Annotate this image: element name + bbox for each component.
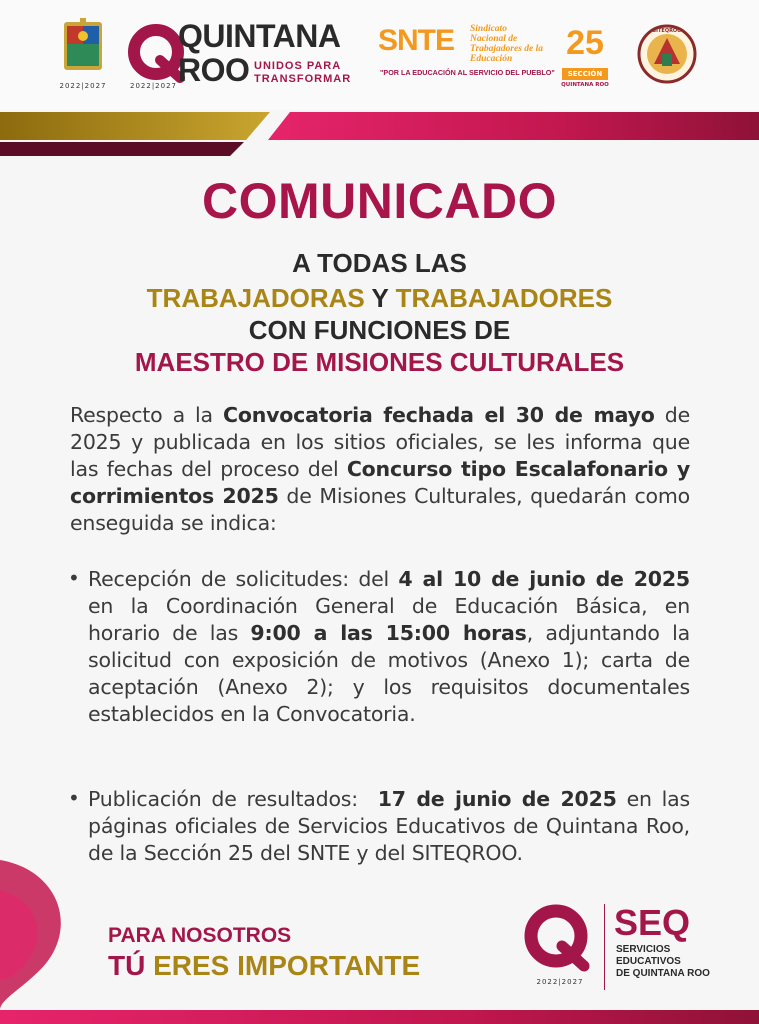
q-emblem-icon xyxy=(518,900,598,976)
bullet-item-1 xyxy=(88,566,690,728)
seq-full-1: SERVICIOS xyxy=(616,944,671,955)
subtitle-line4: MAESTRO DE MISIONES CULTURALES xyxy=(134,347,625,377)
seq-acronym: SEQ xyxy=(614,902,691,943)
qroo-slogan-1: UNIDOS PARA xyxy=(254,60,342,72)
section-state: QUINTANA ROO xyxy=(561,82,609,88)
header-logos xyxy=(0,0,759,110)
snte-full-4: Educación xyxy=(470,54,513,64)
state-coat-of-arms xyxy=(58,16,108,94)
bullet2-bold-1: 17 de junio de 2025 xyxy=(377,787,617,811)
q-emblem-icon xyxy=(126,20,186,86)
footer-eres-importante: ERES IMPORTANTE xyxy=(153,950,421,981)
siteqroo-logo xyxy=(636,16,698,92)
footer-bar xyxy=(0,1010,759,1024)
footer-tu: TÚ xyxy=(108,950,154,981)
subtitle-trabajadoras: TRABAJADORAS xyxy=(146,283,365,313)
bullet1-text-1: Recepción de solicitudes: del xyxy=(88,567,399,591)
bullet-item-2 xyxy=(88,786,690,867)
qroo-line1: QUINTANA xyxy=(178,18,341,54)
intro-bold-2: Concurso tipo Escalafonario y corrimientos 2025 xyxy=(70,457,690,508)
intro-text-1: Respecto a la xyxy=(70,403,223,427)
section-25-logo xyxy=(558,24,612,92)
bullet-dot-1: • xyxy=(68,566,80,590)
seq-logo xyxy=(514,900,714,996)
subtitle-y: Y xyxy=(364,283,396,313)
bullet2-text-1: Publicación de resultados: xyxy=(88,787,378,811)
seq-divider xyxy=(604,904,605,990)
section-number: 25 xyxy=(566,24,604,62)
decorative-band xyxy=(0,112,759,160)
page-title: COMUNICADO xyxy=(202,173,557,229)
footer-slogan-line1: PARA NOSOTROS xyxy=(108,924,292,947)
qroo-logo-years: 2022|2027 xyxy=(130,82,177,90)
bullet1-text-3: , adjuntando la solicitud con exposición de motivos (Anexo 1); carta de aceptación (Anexo 2); y los requisitos documentales establecidos en la Convocatoria. xyxy=(88,621,690,726)
seq-full-2: EDUCATIVOS xyxy=(616,956,681,967)
snte-full-1: Sindicato xyxy=(470,24,507,34)
subtitle-line2 xyxy=(0,283,759,314)
state-logo-years: 2022|2027 xyxy=(59,82,107,90)
seq-full-3: DE QUINTANA ROO xyxy=(616,968,710,979)
bullet-dot-2: • xyxy=(68,786,80,810)
bullet1-bold-2: 9:00 a las 15:00 horas xyxy=(250,621,527,645)
subtitle-line1: A TODAS LAS xyxy=(292,248,467,278)
snte-full-3: Trabajadores de la xyxy=(470,44,544,54)
decorative-swirl xyxy=(0,850,80,1020)
qroo-slogan-2: TRANSFORMAR xyxy=(254,73,352,85)
intro-text-2: de 2025 y publicada en los sitios oficiales, se les informa que las fechas del proceso del xyxy=(70,403,690,481)
snte-name: SNTE xyxy=(378,24,455,57)
siteqroo-label: SITEQROO xyxy=(652,28,682,34)
subtitle-trabajadores: TRABAJADORES xyxy=(395,283,613,313)
bullet2-text-2: en las páginas oficiales de Servicios Educativos de Quintana Roo, de la Sección 25 del SNTE y del SITEQROO. xyxy=(88,787,690,865)
qroo-line2: ROO xyxy=(178,52,250,88)
snte-motto: "POR LA EDUCACIÓN AL SERVICIO DEL PUEBLO" xyxy=(380,68,555,77)
bullet1-text-2: en la Coordinación General de Educación Básica, en horario de las xyxy=(88,594,690,645)
quintana-roo-logo xyxy=(126,18,351,94)
subtitle-line3: CON FUNCIONES DE xyxy=(248,315,511,345)
intro-text-3: de Misiones Culturales, quedarán como enseguida se indica: xyxy=(70,484,690,535)
bullet1-bold-1: 4 al 10 de junio de 2025 xyxy=(398,567,690,591)
footer-slogan-line2 xyxy=(108,950,420,982)
intro-bold-1: Convocatoria fechada el 30 de mayo xyxy=(222,403,655,427)
snte-full-2: Nacional de xyxy=(470,34,518,44)
snte-logo xyxy=(378,22,553,88)
intro-paragraph xyxy=(70,402,690,537)
seq-logo-years: 2022|2027 xyxy=(536,978,584,986)
section-label: SECCIÓN xyxy=(562,68,608,80)
